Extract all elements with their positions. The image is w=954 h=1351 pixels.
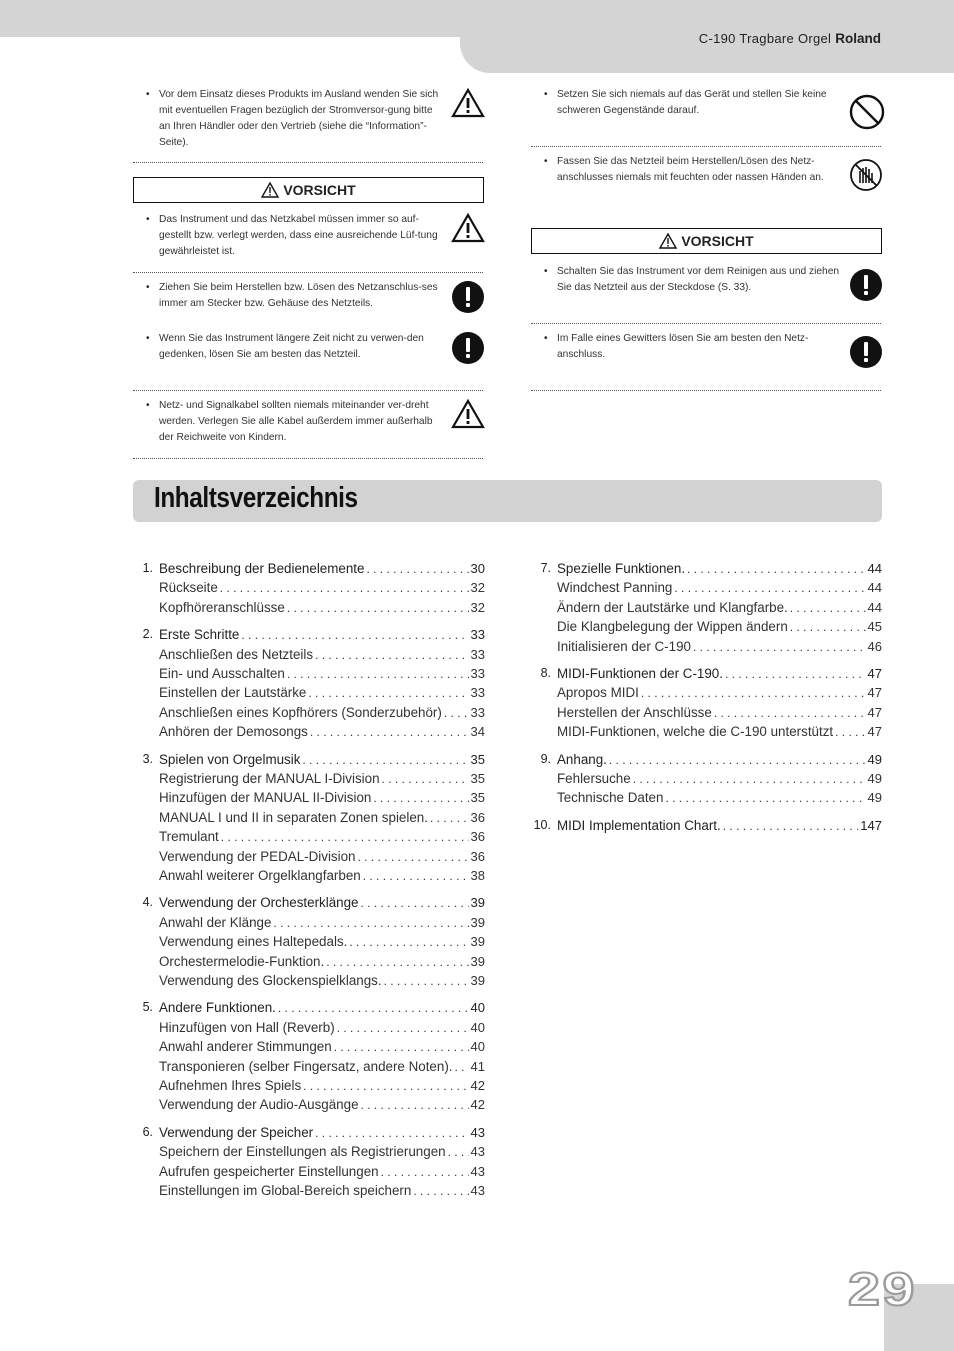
toc-entry-label: Anhören der Demosongs [159,724,308,740]
toc-section-entry [133,1144,485,1163]
dotted-separator [531,146,881,147]
toc-section-entry [531,790,882,809]
toc-section-entry [133,954,485,973]
warning-triangle-icon [451,398,485,432]
toc-leader-dots [384,974,469,988]
toc-entry-label: Hinzufügen von Hall (Reverb) [159,1019,335,1035]
toc-leader-dots [358,850,469,864]
toc-entry-label: Einstellen der Lautstärke [159,685,307,701]
toc-entry-page: 41 [470,1058,485,1074]
toc-leader-dots [221,830,469,844]
toc-entry-label: Anwahl der Klänge [159,914,272,930]
toc-section-entry [133,1039,485,1058]
toc-section-entry [133,934,485,953]
toc-section-entry [133,1020,485,1039]
toc-chapter-entry [133,895,485,914]
toc-chapter-entry [531,818,882,837]
toc-entry-label: Initialisieren der C-190 [557,638,691,654]
toc-entry-page: 49 [867,751,882,767]
caution-label: VORSICHT [283,182,356,198]
caution-box [531,228,882,254]
toc-leader-dots [315,648,468,662]
toc-leader-dots [687,562,865,576]
toc-leader-dots [714,706,866,720]
toc-leader-dots [444,706,469,720]
prohibition-icon [849,94,883,128]
toc-entry-label: Rückseite [159,580,218,596]
toc-entry-page: 42 [470,1097,485,1113]
toc-leader-dots [366,562,468,576]
toc-leader-dots [430,811,469,825]
toc-entry-page: 43 [470,1124,485,1140]
toc-chapter-entry [133,627,485,646]
toc-entry-page: 33 [470,646,485,662]
toc-entry-number: 5. [142,1000,153,1015]
toc-entry-number: 3. [142,751,153,766]
toc-section-entry [133,1059,485,1078]
toc-entry-label: Aufnehmen Ihres Spiels [159,1078,302,1093]
toc-entry-label: Kopfhöreranschlüsse [159,599,285,615]
page-number: 29 [848,1263,917,1315]
toc-entry-page: 30 [470,561,485,576]
toc-entry-number: 10. [533,817,551,832]
safety-text: Netz- und Signalkabel sollten niemals miteinander ver-dreht werden. Verlegen Sie alle Kabel außerdem immer außerhalb der Reichweite von Kindern. [159,400,433,443]
toc-section-entry [531,619,882,638]
toc-entry-label: MIDI-Funktionen der C-190. [557,666,723,681]
toc-leader-dots [287,601,469,615]
toc-entry-label: Verwendung eines Haltepedals. [159,934,348,950]
toc-leader-dots [693,640,866,654]
toc-entry-page: 36 [470,809,485,825]
toc-entry-label: Die Klangbelegung der Wippen ändern [557,619,788,635]
toc-entry-label: Orchestermelodie-Funktion. [159,953,325,969]
toc-leader-dots [220,581,469,595]
no-wet-hands-icon [849,158,883,192]
toc-chapter-entry [133,752,485,771]
toc-entry-page: 147 [860,817,882,833]
toc-entry-page: 35 [470,751,485,767]
toc-leader-dots [835,725,865,739]
mandatory-action-icon [451,280,485,314]
dotted-separator [531,390,881,391]
toc-section-entry [133,705,485,724]
toc-leader-dots [381,1165,469,1179]
toc-entry-page: 34 [470,724,485,740]
toc-entry-label: Registrierung der MANUAL I-Division [159,771,380,786]
manual-title: C-190 Tragbare Orgel [698,31,832,46]
toc-section-entry [133,1078,485,1097]
toc-entry-page: 49 [867,771,882,786]
toc-entry-label: Spezielle Funktionen. [557,561,686,576]
toc-entry-label: Aufrufen gespeicherter Einstellungen [159,1163,379,1179]
toc-entry-label: Verwendung der Orchesterklänge [159,895,359,911]
toc-section-entry [133,973,485,992]
toc-leader-dots [337,1021,469,1035]
toc-leader-dots [349,935,468,949]
toc-entry-page: 36 [470,848,485,864]
toc-section-entry [133,1097,485,1116]
toc-leader-dots [373,791,468,805]
toc-entry-label: Anwahl anderer Stimmungen [159,1039,332,1055]
toc-entry-label: Verwendung der Audio-Ausgänge [159,1097,359,1113]
toc-entry-label: Spielen von Orgelmusik [159,751,301,767]
toc-section-entry [531,580,882,599]
toc-chapter-entry [133,1125,485,1144]
toc-entry-label: Beschreibung der Bedienelemente [159,561,365,576]
toc-entry-page: 47 [867,704,882,720]
toc-leader-dots [790,620,866,634]
toc-leader-dots [790,601,866,615]
toc-entry-page: 35 [470,790,485,806]
warning-triangle-icon [451,87,485,121]
toc-section-entry [531,685,882,704]
toc-entry-page: 40 [470,1019,485,1035]
safety-text: Das Instrument und das Netzkabel müssen immer so auf-gestellt bzw. verlegt werden, dass eine ausreichende Lüf-tung gewährleistet ist. [159,214,438,257]
toc-entry-label: Anwahl weiterer Orgelklangfarben [159,868,361,883]
page-title: Inhaltsverzeichnis [154,482,358,514]
toc-section-entry [531,771,882,790]
toc-leader-dots [633,772,866,786]
toc-section-entry [133,790,485,809]
dotted-separator [531,323,881,324]
toc-entry-number: 8. [540,666,551,680]
toc-leader-dots [448,1145,469,1159]
toc-section-entry [133,915,485,934]
toc-section-entry [133,868,485,887]
toc-entry-page: 33 [470,666,485,681]
toc-section-entry [133,685,485,704]
toc-entry-label: Ein- und Ausschalten [159,666,285,681]
caution-box [133,177,484,203]
toc-entry-page: 32 [470,580,485,596]
toc-entry-page: 49 [867,790,882,806]
toc-entry-page: 42 [470,1078,485,1093]
toc-entry-label: Anschließen eines Kopfhörers (Sonderzubehör) [159,704,442,720]
toc-entry-label: Anschließen des Netzteils [159,646,314,662]
mandatory-action-icon [849,335,883,369]
safety-text: Ziehen Sie beim Herstellen bzw. Lösen des Netzanschlus-ses immer am Stecker bzw. Gehäuse des Netzteils. [159,282,438,309]
toc-section-entry [133,1183,485,1202]
toc-entry-page: 43 [470,1183,485,1198]
caution-label: VORSICHT [681,233,754,249]
toc-entry-page: 47 [867,666,882,681]
toc-chapter-entry [531,561,882,580]
toc-section-entry [133,1164,485,1183]
toc-entry-label: Transponieren (selber Fingersatz, andere Noten). [159,1058,453,1074]
toc-entry-label: Herstellen der Anschlüsse [557,704,712,720]
toc-entry-page: 47 [867,685,882,701]
toc-section-entry [531,724,882,743]
toc-leader-dots [674,581,865,595]
toc-leader-dots [413,1184,468,1198]
toc-section-entry [531,705,882,724]
toc-entry-number: 7. [540,561,551,575]
toc-entry-label: Speichern der Einstellungen als Registrierungen [159,1144,446,1160]
toc-chapter-entry [531,666,882,685]
toc-entry-label: Verwendung des Glockenspielklangs. [159,973,382,988]
header-title [699,31,881,46]
toc-entry-page: 35 [470,771,485,786]
brand-logo: Roland [835,31,881,46]
toc-section-entry [531,639,882,658]
toc-section-entry [133,647,485,666]
toc-entry-label: Windchest Panning [557,580,673,596]
toc-entry-number: 4. [142,895,153,910]
toc-chapter-entry [531,752,882,771]
toc-leader-dots [361,896,469,910]
dotted-separator [133,390,483,391]
toc-entry-page: 47 [867,724,882,740]
toc-entry-page: 40 [470,1000,485,1016]
toc-leader-dots [363,869,469,883]
toc-entry-number: 9. [540,751,551,766]
safety-text: Schalten Sie das Instrument vor dem Reinigen aus und ziehen Sie das Netzteil aus der Steckdose (S. 33). [557,266,840,293]
toc-entry-label: Einstellungen im Global-Bereich speichern [159,1183,412,1198]
toc-leader-dots [382,772,469,786]
toc-entry-page: 33 [470,685,485,701]
safety-text: Im Falle eines Gewitters lösen Sie am besten den Netz-anschluss. [557,333,809,360]
caution-triangle-icon [261,182,279,198]
toc-leader-dots [665,791,865,805]
toc-entry-page: 39 [470,895,485,911]
dotted-separator [133,458,483,459]
toc-leader-dots [302,753,468,767]
toc-entry-label: Technische Daten [557,790,664,806]
toc-leader-dots [278,1001,469,1015]
toc-chapter-entry [133,561,485,580]
toc-leader-dots [273,916,468,930]
toc-entry-page: 44 [867,561,882,576]
toc-entry-page: 39 [470,914,485,930]
toc-section-entry [133,771,485,790]
toc-leader-dots [725,667,866,681]
toc-leader-dots [723,819,859,833]
toc-section-entry [133,600,485,619]
toc-entry-page: 32 [470,599,485,615]
toc-leader-dots [303,1079,468,1093]
toc-entry-label: Hinzufügen der MANUAL II-Division [159,790,372,806]
toc-entry-page: 46 [867,638,882,654]
toc-section-entry [133,810,485,829]
toc-section-entry [133,829,485,848]
toc-leader-dots [310,725,469,739]
toc-entry-label: Verwendung der Speicher [159,1124,314,1140]
toc-leader-dots [308,686,468,700]
toc-entry-page: 33 [470,627,485,643]
toc-entry-page: 43 [470,1163,485,1179]
toc-entry-page: 44 [867,599,882,615]
toc-entry-number: 2. [142,627,153,642]
toc-entry-label: Apropos MIDI [557,685,639,701]
safety-text: Vor dem Einsatz dieses Produkts im Ausland wenden Sie sich mit eventuellen Fragen bezüglich der Stromversor-gung bitte an Ihren Händler oder den Vertrieb (siehe die “Information”-Seite). [159,89,439,148]
toc-entry-page: 38 [470,868,485,883]
toc-entry-page: 44 [867,580,882,596]
toc-entry-page: 40 [470,1039,485,1055]
toc-entry-page: 39 [470,934,485,950]
toc-entry-page: 39 [470,973,485,988]
safety-text: Wenn Sie das Instrument längere Zeit nicht zu verwen-den gedenken, lösen Sie am besten das Netzteil. [159,333,424,360]
toc-section-entry [133,666,485,685]
toc-section-entry [133,724,485,743]
toc-leader-dots [326,955,468,969]
warning-triangle-icon [451,212,485,246]
toc-entry-page: 36 [470,829,485,845]
toc-leader-dots [241,628,468,642]
toc-entry-label: MANUAL I und II in separaten Zonen spielen. [159,809,428,825]
toc-section-entry [133,580,485,599]
toc-entry-label: MIDI Implementation Chart. [557,817,721,833]
mandatory-action-icon [451,331,485,365]
caution-triangle-icon [659,233,677,249]
toc-entry-page: 39 [470,953,485,969]
toc-entry-label: Tremulant [159,829,219,845]
toc-entry-page: 33 [470,704,485,720]
toc-title-bar [133,480,882,522]
toc-entry-label: MIDI-Funktionen, welche die C-190 unterstützt [557,724,834,740]
toc-leader-dots [287,667,469,681]
toc-leader-dots [609,753,866,767]
toc-entry-number: 1. [142,561,153,575]
toc-leader-dots [641,686,866,700]
mandatory-action-icon [849,268,883,302]
toc-entry-label: Fehlersuche [557,771,631,786]
toc-entry-label: Andere Funktionen. [159,1000,276,1016]
toc-entry-label: Anhang. [557,751,607,767]
toc-entry-label: Verwendung der PEDAL-Division [159,848,356,864]
toc-chapter-entry [133,1000,485,1019]
safety-text: Setzen Sie sich niemals auf das Gerät und stellen Sie keine schweren Gegenstände darauf. [557,89,827,116]
dotted-separator [133,162,483,163]
toc-entry-label: Erste Schritte [159,627,240,643]
dotted-separator [133,272,483,273]
toc-entry-page: 45 [867,619,882,635]
safety-text: Fassen Sie das Netzteil beim Herstellen/Lösen des Netz-anschlusses niemals mit feuchten oder nassen Händen an. [557,156,824,183]
toc-leader-dots [315,1126,468,1140]
toc-leader-dots [361,1098,469,1112]
toc-entry-label: Ändern der Lautstärke und Klangfarbe. [557,599,788,615]
toc-section-entry [531,600,882,619]
toc-leader-dots [455,1060,469,1074]
toc-leader-dots [334,1040,469,1054]
toc-entry-page: 43 [470,1144,485,1160]
toc-section-entry [133,849,485,868]
toc-entry-number: 6. [142,1124,153,1139]
